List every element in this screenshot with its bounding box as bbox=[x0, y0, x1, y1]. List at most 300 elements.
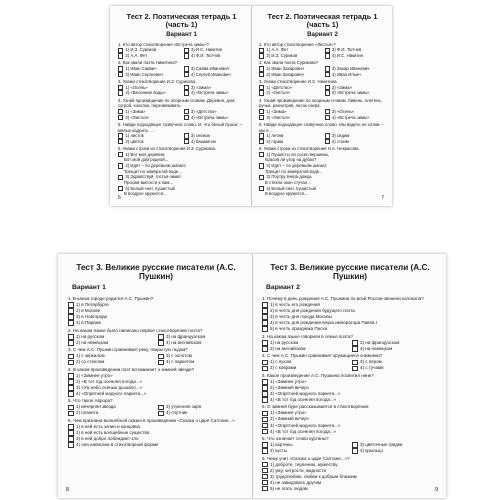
option-text: 4) с тучами bbox=[359, 365, 384, 371]
option-text: Просим милости к нам... bbox=[124, 180, 173, 186]
question-text: 3. С чем А.С. Пушкин сравнивает реку, покрытую льдом? bbox=[68, 347, 188, 353]
answer-option bbox=[262, 486, 438, 492]
bottom-right-page bbox=[252, 254, 446, 498]
answer-option bbox=[184, 90, 246, 96]
answer-checkbox[interactable] bbox=[118, 90, 123, 95]
answer-options bbox=[262, 379, 438, 403]
option-text: 2) «Листья» bbox=[125, 114, 150, 120]
option-text: 1) «Зима» bbox=[125, 108, 146, 114]
answer-option bbox=[118, 139, 180, 145]
question-text: 4. Узнай произведение по опорным словам. Ливень, плетень, ручьи, разнотрав, лесок озера. bbox=[259, 97, 382, 109]
question-text: 5. Что такое Аврора? bbox=[68, 398, 113, 404]
page-title: Тест 2. Поэтическая тетрадь 1 (часть 1) bbox=[126, 12, 237, 30]
option-text: 4) Белый снег, пушистый bbox=[266, 185, 316, 191]
answer-option bbox=[352, 365, 438, 371]
answer-checkbox[interactable] bbox=[325, 53, 330, 58]
answer-checkbox[interactable] bbox=[352, 340, 358, 346]
answer-checkbox[interactable] bbox=[352, 346, 358, 352]
option-text: 4) «В тот год осенняя погода...» bbox=[269, 396, 337, 402]
question-text: 1. В каком городе родился А.С. Пушкин? bbox=[68, 296, 154, 302]
question-6 bbox=[262, 436, 438, 454]
question-6 bbox=[259, 146, 386, 197]
question-text: 6. Что означает слово куртины? bbox=[262, 436, 329, 442]
option-text: 2) Иван Захарович bbox=[266, 71, 304, 77]
variant-heading: Вариант 2 bbox=[266, 284, 300, 292]
option-text: 4) стоим bbox=[331, 138, 349, 144]
answer-checkbox[interactable] bbox=[262, 397, 268, 403]
answer-checkbox[interactable] bbox=[262, 346, 268, 352]
option-text: 1) листок bbox=[125, 133, 144, 139]
answer-option bbox=[325, 72, 387, 78]
option-text: 4) Белый снег, пушистый bbox=[125, 185, 175, 191]
option-text: 1) летим bbox=[266, 133, 284, 139]
answer-option bbox=[68, 359, 154, 365]
option-text: 1) «Детство» bbox=[266, 84, 293, 90]
option-text: 4) И.С. Никитин bbox=[331, 53, 364, 59]
answer-options bbox=[68, 373, 244, 397]
answer-option bbox=[68, 391, 244, 397]
answer-options bbox=[118, 66, 245, 77]
option-text: 1) с пухом bbox=[269, 359, 292, 365]
answer-checkbox[interactable] bbox=[325, 115, 330, 120]
option-text: 1) Иван Захарович bbox=[266, 66, 304, 71]
answer-checkbox[interactable] bbox=[262, 379, 268, 385]
answer-options bbox=[262, 302, 438, 332]
answer-checkbox[interactable] bbox=[158, 360, 164, 366]
question-1 bbox=[262, 296, 438, 332]
question-3 bbox=[68, 347, 244, 365]
answer-checkbox[interactable] bbox=[184, 115, 189, 120]
page-title: Тест 3. Великие русские писатели (А.С. Пушкин) bbox=[270, 263, 430, 282]
answer-checkbox[interactable] bbox=[262, 391, 268, 397]
question-text: 2. На каком языке говорили в семье поэта? bbox=[262, 333, 353, 339]
answer-checkbox[interactable] bbox=[262, 366, 268, 372]
option-text: 3) на французском bbox=[359, 339, 400, 345]
answer-option bbox=[259, 53, 321, 59]
answer-checkbox[interactable] bbox=[259, 90, 264, 95]
answer-checkbox[interactable] bbox=[184, 72, 189, 77]
option-text: 4) крыльцо bbox=[359, 448, 383, 454]
option-text: 3) «Детство» bbox=[190, 108, 217, 114]
option-text: 1) вечерняя звезда bbox=[75, 404, 116, 410]
option-text: 1) в Петербурге bbox=[75, 302, 109, 308]
answer-checkbox[interactable] bbox=[262, 486, 268, 492]
question-2 bbox=[118, 60, 245, 77]
option-text: 4) в честь дня рождения внука императора Павла I bbox=[269, 320, 378, 326]
page-number: 7 bbox=[381, 195, 384, 202]
option-text: 4) «Встреча зимы» bbox=[331, 90, 370, 96]
option-text: 1) на русском bbox=[269, 339, 299, 345]
answer-options bbox=[259, 85, 386, 96]
answer-checkbox[interactable] bbox=[68, 314, 74, 320]
option-text: 3) снежок bbox=[190, 133, 210, 139]
option-text: 3) с золотом bbox=[165, 353, 192, 359]
option-text: 4) в Париже bbox=[75, 320, 102, 326]
option-text: 2) «Весенние воды» bbox=[125, 90, 166, 96]
answer-checkbox[interactable] bbox=[262, 314, 268, 320]
option-text: 2) «Листья» bbox=[266, 114, 291, 120]
answer-option bbox=[68, 340, 154, 346]
question-4 bbox=[262, 373, 438, 403]
answer-checkbox[interactable] bbox=[68, 436, 74, 442]
question-text: 2. На каком языке было написано первое стихотворение поэта? bbox=[68, 327, 203, 333]
option-text: 3) «Опрятней модного паркета...» bbox=[269, 390, 341, 396]
option-text: 1) картины bbox=[269, 442, 293, 448]
answer-checkbox[interactable] bbox=[68, 320, 74, 326]
answer-checkbox[interactable] bbox=[68, 391, 74, 397]
answer-option bbox=[262, 397, 438, 403]
answer-checkbox[interactable] bbox=[262, 302, 268, 308]
option-text: 4) Иван Ильич bbox=[331, 71, 361, 77]
question-text: 4. Узнай произведение по опорным словам. Деревня, дом, сугроб, хохолок, перезвякивать. bbox=[118, 97, 236, 109]
option-text: 1) «Зимнее утро» bbox=[269, 410, 307, 416]
answer-option bbox=[118, 90, 180, 96]
answer-checkbox[interactable] bbox=[158, 354, 164, 360]
variant-heading: Вариант 1 bbox=[166, 31, 197, 39]
option-text: 3) Ф.И. Тютчев bbox=[331, 47, 362, 53]
question-1 bbox=[68, 296, 244, 326]
answer-checkbox[interactable] bbox=[184, 90, 189, 95]
answer-checkbox[interactable] bbox=[68, 405, 74, 411]
option-text: 2) Идёт – по деревьям шагает, bbox=[125, 163, 187, 169]
answer-checkbox[interactable] bbox=[262, 480, 268, 486]
option-text: 2) Идёт – по деревьям шагает, bbox=[266, 163, 328, 169]
answer-checkbox[interactable] bbox=[262, 442, 268, 448]
answer-checkbox[interactable] bbox=[259, 115, 264, 120]
answer-checkbox[interactable] bbox=[68, 442, 74, 448]
question-4 bbox=[259, 98, 386, 121]
question-7 bbox=[262, 456, 438, 492]
option-text: 4) спутник bbox=[165, 410, 188, 416]
option-text: 3) Здравствуй, гостья-зима! bbox=[125, 174, 181, 180]
answer-checkbox[interactable] bbox=[262, 340, 268, 346]
answer-options bbox=[259, 109, 386, 120]
answer-options bbox=[118, 133, 245, 144]
option-text: 3) сидим bbox=[331, 133, 350, 139]
question-text: 1. Почему в день рождения А.С. Пушкина по всей России звонили колокола? bbox=[262, 296, 424, 302]
answer-option bbox=[262, 448, 348, 454]
answer-checkbox[interactable] bbox=[118, 72, 123, 77]
answer-checkbox[interactable] bbox=[262, 423, 268, 429]
answer-options bbox=[262, 410, 438, 434]
question-5 bbox=[118, 122, 245, 145]
option-text: 5) в честь праздника Пасхи bbox=[269, 326, 328, 332]
question-text: 5. О зимней буре рассказывается в стихотворении: bbox=[262, 404, 370, 410]
question-text: 5. Найди подходящее созвучное слово. И, что белый пушок, – милых кадрить ... . bbox=[118, 121, 243, 133]
option-text: 2) в честь дня рождения будущего поэта bbox=[269, 308, 355, 314]
answer-checkbox[interactable] bbox=[158, 405, 164, 411]
answer-option bbox=[68, 442, 244, 448]
answer-checkbox[interactable] bbox=[262, 462, 268, 468]
option-text: Вот мой дом родной... bbox=[124, 157, 169, 163]
option-text: 1) «Зимнее утро» bbox=[269, 378, 307, 384]
answer-option bbox=[259, 115, 321, 121]
answer-option bbox=[259, 72, 321, 78]
option-text: 1) «Осень» bbox=[125, 84, 148, 90]
top-book-spread bbox=[110, 6, 392, 206]
answer-checkbox[interactable] bbox=[184, 53, 189, 58]
answer-options bbox=[262, 359, 438, 371]
option-text: 2) «Зимний вечер» bbox=[269, 384, 310, 390]
answer-checkbox[interactable] bbox=[262, 411, 268, 417]
bottom-left-page bbox=[58, 254, 252, 498]
answer-checkbox[interactable] bbox=[352, 442, 358, 448]
answer-checkbox[interactable] bbox=[262, 468, 268, 474]
answer-option bbox=[262, 365, 348, 371]
question-4 bbox=[68, 367, 244, 397]
option-text: 3) Поутру вчера дождь bbox=[266, 174, 312, 180]
question-6 bbox=[68, 418, 244, 448]
answer-options bbox=[259, 133, 386, 144]
question-3 bbox=[262, 353, 438, 371]
option-text: 2) со стеклом bbox=[75, 359, 105, 365]
answer-checkbox[interactable] bbox=[68, 360, 74, 366]
question-2 bbox=[259, 60, 386, 77]
option-text: 2) на немецком bbox=[75, 339, 109, 345]
answer-checkbox[interactable] bbox=[118, 115, 123, 120]
answer-option bbox=[118, 115, 180, 121]
answer-checkbox[interactable] bbox=[262, 429, 268, 435]
option-text: 4) Ф.И. Тютчев bbox=[190, 53, 221, 59]
answer-checkbox[interactable] bbox=[259, 72, 264, 77]
option-text: 4) «Встреча зимы» bbox=[190, 114, 229, 120]
option-text: 3) Захар Иванович bbox=[331, 66, 370, 71]
option-continuation bbox=[259, 191, 386, 197]
answer-checkbox[interactable] bbox=[68, 411, 74, 417]
answer-option bbox=[68, 320, 244, 326]
question-text: 4. Какое произведение А.С. Пушкина посвятил няне? bbox=[262, 372, 374, 378]
answer-option bbox=[184, 72, 246, 78]
bottom-spread-fold bbox=[252, 254, 253, 498]
option-text: 4) «Встреча зимы» bbox=[331, 114, 370, 120]
answer-option bbox=[184, 53, 246, 59]
answer-checkbox[interactable] bbox=[262, 320, 268, 326]
question-4 bbox=[118, 98, 245, 121]
question-2 bbox=[68, 328, 244, 346]
answer-checkbox[interactable] bbox=[68, 308, 74, 314]
answer-checkbox[interactable] bbox=[184, 139, 189, 144]
answer-option bbox=[158, 340, 244, 346]
option-text: 2) в Москве bbox=[75, 308, 101, 314]
question-text: 1. Кто автор стихотворения «Листья»? bbox=[259, 41, 336, 47]
answer-options bbox=[118, 152, 245, 197]
question-1 bbox=[259, 42, 386, 59]
answer-checkbox[interactable] bbox=[352, 360, 358, 366]
answer-option bbox=[259, 90, 321, 96]
answer-checkbox[interactable] bbox=[325, 72, 330, 77]
answer-checkbox[interactable] bbox=[352, 448, 358, 454]
page-number: 9 bbox=[434, 486, 438, 493]
option-text: 3) Савва Иванович bbox=[190, 66, 229, 71]
answer-checkbox[interactable] bbox=[352, 366, 358, 372]
option-text: Трещит по замёрзлой воде... bbox=[124, 168, 182, 174]
option-text: 1) Вот моя деревня, bbox=[125, 151, 166, 157]
option-text: 4) башмачок bbox=[190, 138, 216, 144]
question-5 bbox=[262, 404, 438, 434]
option-text: 1) доброте, терпению, мужеству bbox=[269, 461, 338, 467]
answer-checkbox[interactable] bbox=[325, 139, 330, 144]
option-text: 3) «Уж небо осенью дышало...» bbox=[75, 384, 143, 390]
option-text: 4) с паркетом bbox=[165, 359, 195, 365]
option-text: 1) с зеркалом bbox=[75, 353, 105, 359]
option-text: В воздухе кружится... bbox=[265, 191, 308, 197]
option-text: 4) «В тот год осенняя погода...» bbox=[269, 428, 337, 434]
page-title: Тест 2. Поэтическая тетрадь 1 (часть 1) bbox=[267, 12, 378, 30]
option-text: 4) на английском bbox=[165, 339, 202, 345]
answer-options bbox=[118, 85, 245, 96]
answer-option bbox=[325, 90, 387, 96]
answer-option bbox=[184, 115, 246, 121]
answer-checkbox[interactable] bbox=[68, 302, 74, 308]
option-text: 2) Иван Сергеевич bbox=[125, 71, 163, 77]
option-text: 1) Пушисты ли сосен вершины, bbox=[266, 151, 330, 157]
question-text: 4. В каком произведении поэт вспоминает о зимней звезде? bbox=[68, 366, 195, 372]
option-text: 3) в ней добро побеждает зло bbox=[75, 436, 139, 442]
top-spread-fold bbox=[251, 6, 252, 206]
question-text: 6. Чем признана волшебной сказка в произведении «Сказка о царе Салтане...» bbox=[68, 417, 235, 423]
option-text: 1) на русском bbox=[75, 333, 105, 339]
option-continuation bbox=[118, 191, 245, 197]
answer-checkbox[interactable] bbox=[262, 326, 268, 332]
option-text: 2) планета bbox=[75, 410, 99, 416]
answer-option bbox=[259, 139, 321, 145]
page-title: Тест 3. Великие русские писатели (А.С. Пушкин) bbox=[76, 263, 236, 282]
answer-checkbox[interactable] bbox=[262, 474, 268, 480]
top-right-page bbox=[251, 6, 392, 206]
option-text: 2) с коврами bbox=[269, 365, 297, 371]
option-text: 4) не завидовать другим bbox=[269, 479, 322, 485]
answer-checkbox[interactable] bbox=[262, 417, 268, 423]
option-text: 3) «Опрятней модного паркета...» bbox=[269, 422, 341, 428]
answer-option bbox=[158, 410, 244, 416]
option-text: 4) Сергей Иванович bbox=[190, 71, 231, 77]
question-3 bbox=[118, 79, 245, 96]
answer-checkbox[interactable] bbox=[158, 340, 164, 346]
answer-checkbox[interactable] bbox=[325, 90, 330, 95]
question-5 bbox=[259, 122, 386, 145]
answer-checkbox[interactable] bbox=[68, 340, 74, 346]
answer-checkbox[interactable] bbox=[158, 334, 164, 340]
question-5 bbox=[68, 398, 244, 416]
question-text: 3. С чем А.С. Пушкин сравнивает кружащиеся снежинки? bbox=[262, 353, 383, 359]
answer-checkbox[interactable] bbox=[68, 430, 74, 436]
answer-checkbox[interactable] bbox=[68, 354, 74, 360]
question-text: 2. Как звали поэта Сурикова? bbox=[259, 60, 319, 66]
option-text: 4) она написана в стихотворной форме bbox=[75, 442, 159, 448]
variant-heading: Вариант 2 bbox=[307, 31, 338, 39]
answer-option bbox=[325, 139, 387, 145]
variant-heading: Вариант 1 bbox=[72, 284, 106, 292]
answer-checkbox[interactable] bbox=[262, 308, 268, 314]
option-text: 1) И.З. Суриков bbox=[125, 47, 157, 53]
answer-options bbox=[68, 404, 244, 416]
answer-option bbox=[352, 346, 438, 352]
answer-options bbox=[259, 152, 386, 197]
option-text: 3) «Зима» bbox=[190, 84, 212, 90]
question-3 bbox=[259, 79, 386, 96]
option-text: 2) А.А. Фет bbox=[125, 53, 148, 59]
option-text: 2) уму, хитрости, жадности bbox=[269, 467, 326, 473]
answer-checkbox[interactable] bbox=[68, 385, 74, 391]
answer-options bbox=[68, 302, 244, 326]
question-1 bbox=[118, 42, 245, 59]
option-text: 2) «Листья» bbox=[266, 90, 291, 96]
option-text: 3) «Зима» bbox=[331, 84, 353, 90]
option-text: 3) «Осень» bbox=[331, 108, 355, 114]
answer-option bbox=[68, 410, 154, 416]
option-text: 2) в ней есть волшебные существа bbox=[75, 430, 150, 436]
option-text: 2) цветок bbox=[125, 138, 144, 144]
option-text: В стёкла окон стучал... bbox=[265, 180, 311, 186]
question-6 bbox=[118, 146, 245, 197]
question-text: 5. Найди подходящее созвучное слово. Мы видеть не хотим – мы в ... . bbox=[259, 121, 384, 133]
option-text: 3) в Новгороде bbox=[75, 314, 108, 320]
answer-options bbox=[262, 462, 438, 492]
answer-option bbox=[184, 139, 246, 145]
question-text: 3. Укажи стихотворение И.З. Сурикова. bbox=[118, 78, 197, 84]
page-number: 8 bbox=[66, 486, 70, 493]
answer-options bbox=[68, 353, 244, 365]
option-text: 4) «Опрятней модного паркета...» bbox=[75, 390, 147, 396]
answer-checkbox[interactable] bbox=[118, 53, 123, 58]
option-text: 4) на немецком bbox=[359, 345, 393, 351]
answer-checkbox[interactable] bbox=[68, 373, 74, 379]
question-text: 3. Укажи стихотворение И.С. Никитина. bbox=[259, 78, 338, 84]
answer-checkbox[interactable] bbox=[68, 424, 74, 430]
option-text: 1) «Зимнее утро» bbox=[75, 372, 113, 378]
option-text: 1) «Зима» bbox=[266, 108, 287, 114]
question-text: 1. Кто автор стихотворения «Встреча зимы»? bbox=[118, 41, 209, 47]
answer-checkbox[interactable] bbox=[259, 53, 264, 58]
option-text: 3) в честь дня города Москвы bbox=[269, 314, 332, 320]
question-text: 6. Укажи строки из стихотворения И.З. Сурикова. bbox=[118, 146, 217, 152]
option-text: 1) Иван Саввич bbox=[125, 66, 157, 71]
option-text: 2) на английском bbox=[269, 345, 306, 351]
answer-options bbox=[68, 334, 244, 346]
answer-checkbox[interactable] bbox=[158, 411, 164, 417]
option-text: 3) утренняя заря bbox=[165, 404, 202, 410]
answer-checkbox[interactable] bbox=[259, 139, 264, 144]
option-text: 3) цветочные грядки bbox=[359, 442, 403, 448]
answer-option bbox=[262, 346, 348, 352]
page-number: 6 bbox=[118, 195, 121, 202]
question-2 bbox=[262, 334, 438, 352]
option-text: 3) на французском bbox=[165, 333, 206, 339]
answer-checkbox[interactable] bbox=[68, 379, 74, 385]
answer-option bbox=[262, 429, 438, 435]
option-text: В воздухе кружится... bbox=[124, 191, 167, 197]
option-text: 5) не лгать людям bbox=[269, 485, 308, 491]
bottom-book-spread bbox=[58, 254, 446, 498]
answer-checkbox[interactable] bbox=[262, 385, 268, 391]
answer-option bbox=[118, 72, 180, 78]
option-text: 1) А.А. Фет bbox=[266, 47, 289, 53]
answer-options bbox=[118, 109, 245, 120]
option-text: 4) «Встреча зимы» bbox=[190, 90, 229, 96]
answer-options bbox=[118, 47, 245, 58]
answer-option bbox=[158, 359, 244, 365]
answer-option bbox=[325, 53, 387, 59]
question-text: 2. Как звали поэта Никитина? bbox=[118, 60, 178, 66]
answer-checkbox[interactable] bbox=[262, 360, 268, 366]
option-text: 2) «В тот год осенняя погода...» bbox=[75, 378, 143, 384]
answer-checkbox[interactable] bbox=[68, 334, 74, 340]
option-text: 3) с пером bbox=[359, 359, 382, 365]
answer-checkbox[interactable] bbox=[262, 448, 268, 454]
answer-checkbox[interactable] bbox=[118, 139, 123, 144]
answer-options bbox=[262, 442, 438, 454]
answer-options bbox=[259, 47, 386, 58]
